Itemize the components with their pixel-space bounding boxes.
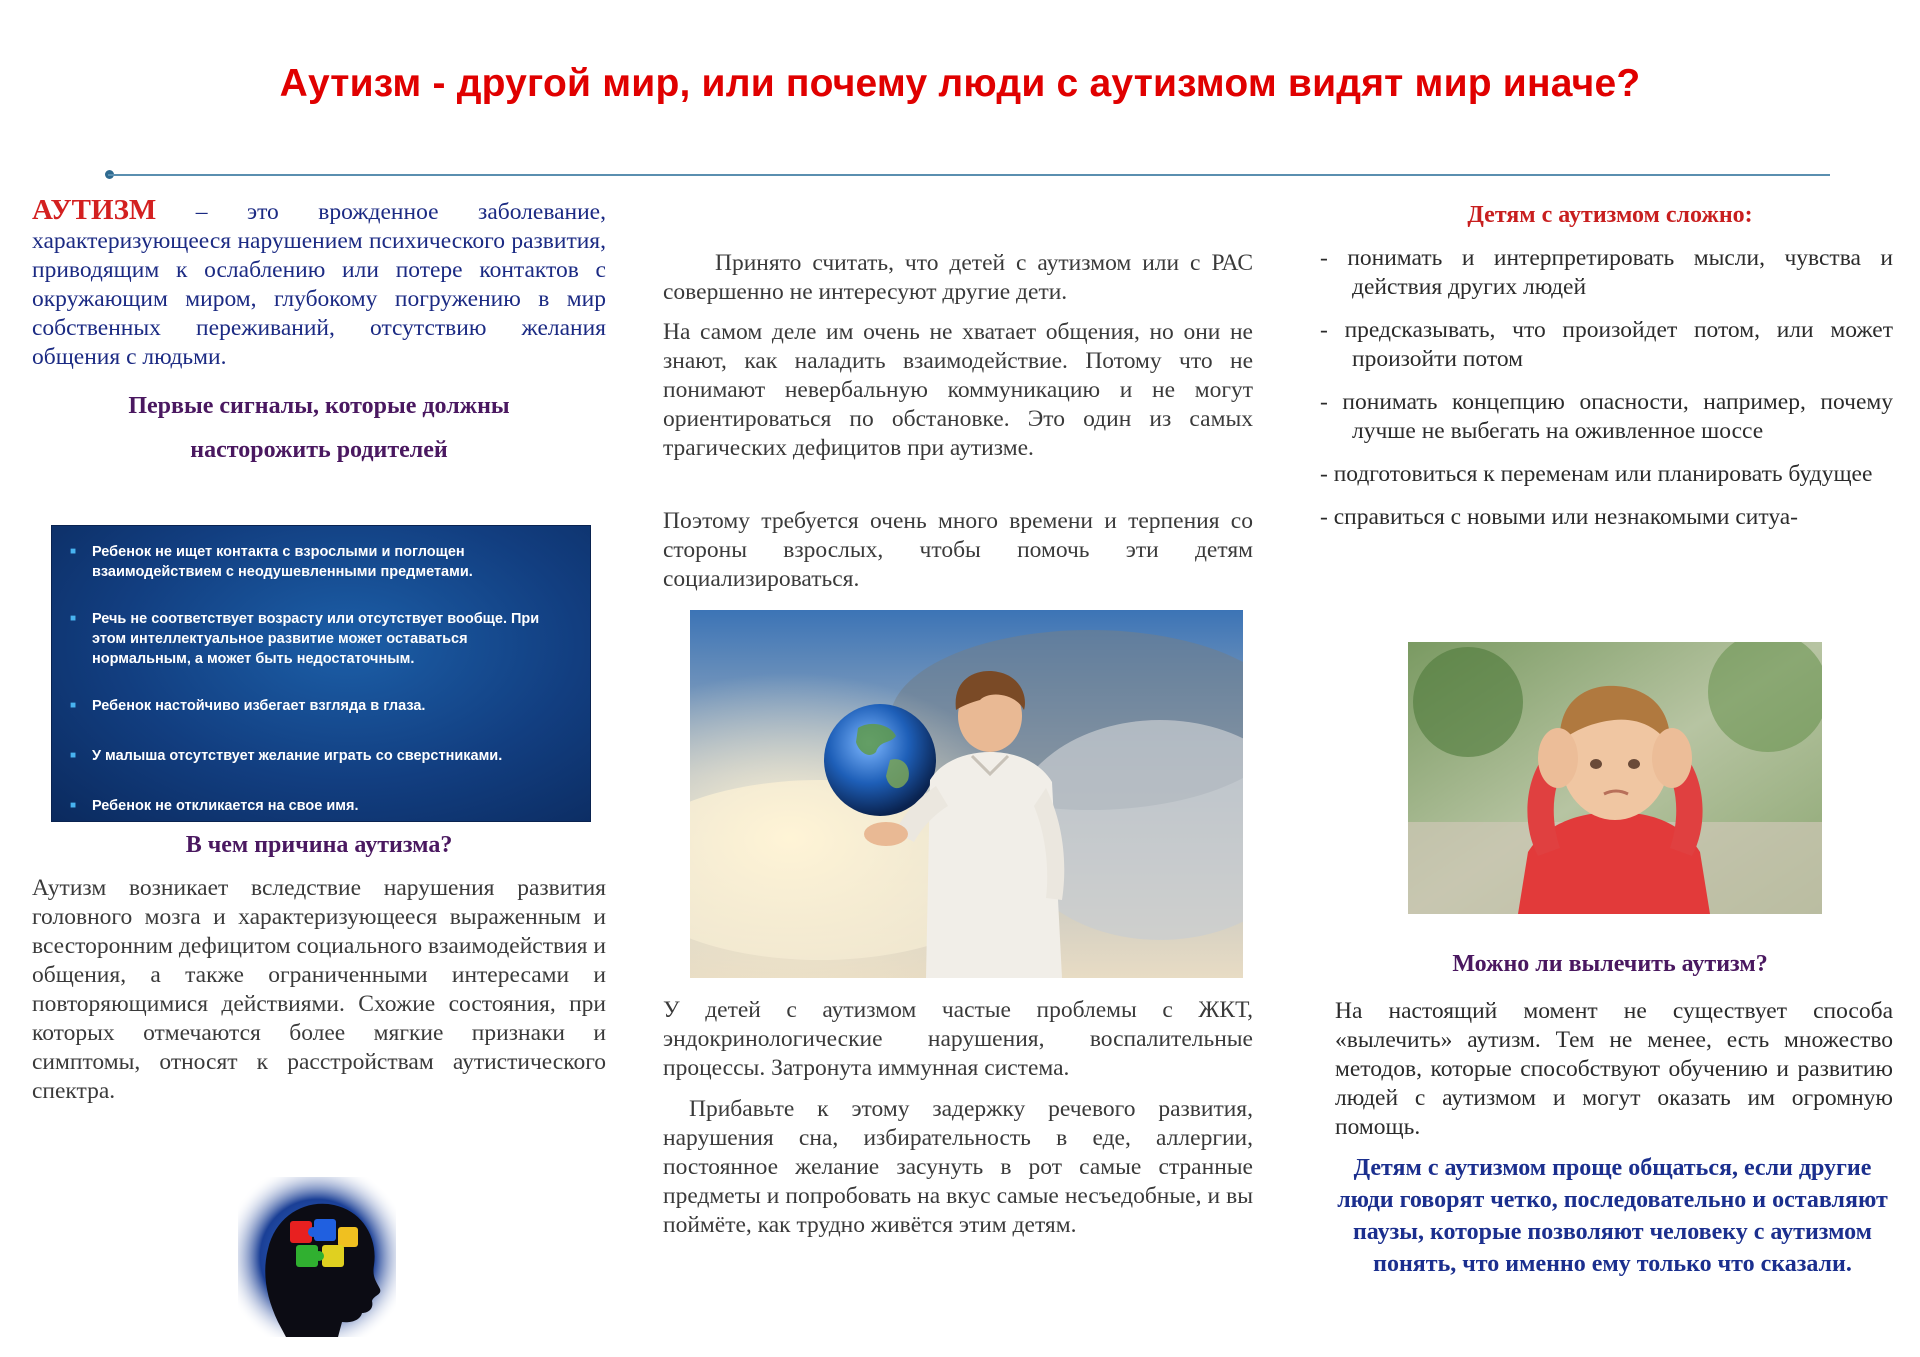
boy-globe-photo [690,610,1243,978]
signals-panel [52,526,590,821]
difficulty-item: - понимать концепцию опасности, например, почему лучше не выбегать на оживленное шоссе [1320,389,1893,444]
signals-heading-line1: Первые сигналы, которые должны [128,393,510,419]
difficulties-heading: Детям с аутизмом сложно: [1467,202,1753,228]
difficulty-item: - понимать и интерпретировать мысли, чувства и действия других людей [1320,245,1893,300]
difficulty-item: - справиться с новыми или незнакомыми ситуа- [1320,504,1799,530]
definition-term: АУТИЗМ [32,194,157,226]
middle-paragraph-4: У детей с аутизмом частые проблемы с ЖКТ, эндокринологические нарушения, воспалительные процессы. Затронута иммунная система. [663,997,1253,1081]
cause-heading: В чем причина аутизма? [185,832,453,858]
signal-item: ■ У малыша отсутствует желание играть со сверстниками. [80,746,570,766]
definition-text: – это врожденное заболевание, характеризующееся нарушением психического развития, приводящим к ослаблению или потере контактов с окружающим миром, глубокому погружению в мир собственных переживаний, отсутствию желания общения с людьми. [32,199,606,370]
difficulty-item: - подготовиться к переменам или планировать будущее [1320,461,1873,487]
globe [824,704,936,816]
middle-paragraph-1: Принято считать, что детей с аутизмом или с РАС совершенно не интересуют другие дети. [663,250,1253,305]
middle-paragraph-3: Поэтому требуется очень много времени и терпения со стороны взрослых, чтобы помочь эти детям социализироваться. [663,508,1253,592]
divider-rule [108,174,1830,176]
signal-item: ■ Ребенок настойчиво избегает взгляда в глаза. [80,696,570,716]
final-highlight: Детям с аутизмом проще общаться, если другие люди говорят четко, последовательно и оставляют паузы, которые позволяют человеку с аутизмом понять, что именно ему только что сказали. [1337,1155,1888,1277]
cure-heading: Можно ли вылечить аутизм? [1452,951,1768,977]
head-puzzle-image [238,1177,396,1337]
difficulties-list [1320,244,1893,546]
boy-covering-ears-photo [1408,642,1822,914]
signal-item: ■ Речь не соответствует возрасту или отсутствует вообще. При этом интеллектуальное развитие может оставаться нормальным, а может быть недостаточным. [80,609,570,669]
signals-heading-line2: насторожить родителей [190,437,448,463]
signal-item: ■ Ребенок не ищет контакта с взрослыми и поглощен взаимодействием с неодушевленными предметами. [80,542,570,582]
page-title: Аутизм - другой мир, или почему люди с аутизмом видят мир иначе? [279,62,1641,105]
signal-item: ■ Ребенок не откликается на свое имя. [80,796,570,816]
signals-list [52,526,590,816]
signals-heading [32,384,606,472]
difficulty-item: - предсказывать, что произойдет потом, или может произойти потом [1320,317,1893,372]
cause-paragraph: Аутизм возникает вследствие нарушения развития головного мозга и характеризующееся выраженным и всесторонним дефицитом социального взаимодействия и общения, а также ограниченными интересами и повторяющимися действиями. Схожие состояния, при которых отмечаются более мягкие признаки и симптомы, относят к расстройствам аутистического спектра. [32,875,606,1104]
middle-paragraph-5: Прибавьте к этому задержку речевого развития, нарушения сна, избирательность в еде, аллергии, постоянное желание засунуть в рот самые странные предметы и попробовать на вкус самые несъедобные, и вы поймёте, как трудно живётся этим детям. [663,1096,1253,1238]
definition-paragraph [32,196,606,372]
cure-paragraph: На настоящий момент не существует способа «вылечить» аутизм. Тем не менее, есть множество методов, которые способствуют обучению и развитию людей с аутизмом и могут оказать им огромную помощь. [1335,998,1893,1140]
middle-paragraph-2: На самом деле им очень не хватает общения, но они не знают, как наладить взаимодействие. Потому что не понимают невербальную коммуникацию и не могут ориентироваться по обстановке. Это один из самых трагических дефицитов при аутизме. [663,319,1253,461]
